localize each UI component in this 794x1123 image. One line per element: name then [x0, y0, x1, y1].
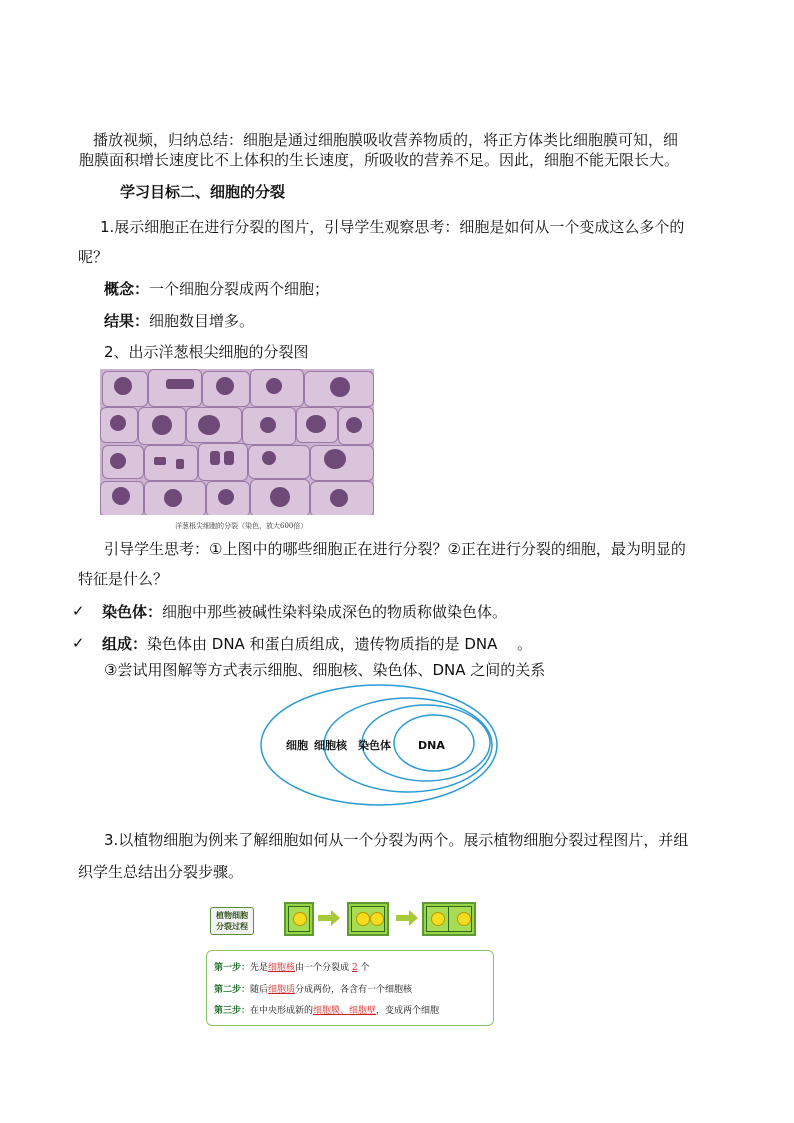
result-label: 结果： — [104, 312, 150, 330]
result-text: 细胞数目增多。 — [149, 312, 255, 330]
division-step-2: 第二步：随后细胞质分成两份，各含有一个细胞核 — [214, 985, 413, 995]
plant-division-label — [210, 907, 254, 935]
goal-heading: 学习目标二、细胞的分裂 — [120, 183, 286, 201]
composition-label: 组成： — [102, 635, 148, 653]
concept-text: 一个细胞分裂成两个细胞； — [149, 280, 330, 298]
item1-line-1: 1.展示细胞正在进行分裂的图片，引导学生观察思考：细胞是如何从一个变成这么多个的 — [100, 218, 685, 236]
composition-check-icon: ✓ — [72, 634, 85, 652]
concept-line — [104, 279, 329, 299]
nucleus-ellipse — [324, 698, 492, 792]
composition-text: 染色体由 DNA 和蛋白质组成，遗传物质指的是 DNA 。 — [147, 635, 533, 653]
composition-line — [102, 634, 532, 654]
plant-cell-stage-2 — [347, 902, 389, 936]
micrograph-caption: 洋葱根尖细胞的分裂（染色，放大600倍） — [175, 522, 308, 530]
plant-cell-stage-1 — [284, 902, 314, 936]
nucleus-dot — [370, 912, 384, 926]
nucleus-dot — [457, 912, 471, 926]
arrow-right-icon — [318, 910, 342, 926]
item4-line-1: 3.以植物细胞为例来了解细胞如何从一个分裂为两个。展示植物细胞分裂过程图片，并组 — [104, 831, 689, 849]
nucleus-dot — [431, 912, 445, 926]
guide-line-1: 引导学生思考：①上图中的哪些细胞正在进行分裂？②正在进行分裂的细胞，最为明显的 — [104, 540, 686, 558]
plant-label-line-1: 植物细胞 — [216, 911, 248, 920]
chromosome-check-icon: ✓ — [72, 602, 85, 620]
onion-root-tip-micrograph — [100, 369, 374, 515]
item1-line-2: 呢？ — [78, 248, 109, 266]
concept-label: 概念： — [104, 280, 150, 298]
venn-label-chromosome: 染色体 — [358, 739, 391, 752]
item4-line-2: 织学生总结出分裂步骤。 — [78, 863, 244, 881]
nucleus-dot — [293, 912, 307, 926]
plant-cell-stage-3 — [422, 902, 476, 936]
division-step-1: 第一步：先是细胞核由一个分裂成 2 个 — [214, 963, 370, 973]
item3-text: ③尝试用图解等方式表示细胞、细胞核、染色体、DNA 之间的关系 — [104, 661, 546, 679]
summary-line-1: 播放视频，归纳总结：细胞是通过细胞膜吸收营养物质的，将正方体类比细胞膜可知，细 — [93, 131, 679, 149]
item2-text: 2、出示洋葱根尖细胞的分裂图 — [104, 343, 309, 361]
venn-label-cell: 细胞 — [286, 739, 308, 752]
venn-label-dna: DNA — [418, 739, 445, 752]
plant-label-line-2: 分裂过程 — [216, 922, 248, 931]
chromosome-text: 细胞中那些被碱性染料染成深色的物质称做染色体。 — [162, 603, 508, 621]
division-step-3: 第三步：在中央形成新的细胞膜、细胞壁，变成两个细胞 — [214, 1006, 440, 1016]
chromosome-label: 染色体： — [102, 603, 163, 621]
guide-line-2: 特征是什么？ — [78, 570, 169, 588]
nucleus-dot — [356, 912, 370, 926]
arrow-right-icon — [396, 910, 420, 926]
chromosome-line — [102, 602, 507, 622]
cell-nucleus-chromosome-dna-diagram — [258, 682, 500, 808]
venn-label-nucleus: 细胞核 — [314, 739, 347, 752]
result-line — [104, 311, 254, 331]
summary-line-2: 胞膜面积增长速度比不上体积的生长速度，所吸收的营养不足。因此，细胞不能无限长大。 — [79, 151, 680, 169]
